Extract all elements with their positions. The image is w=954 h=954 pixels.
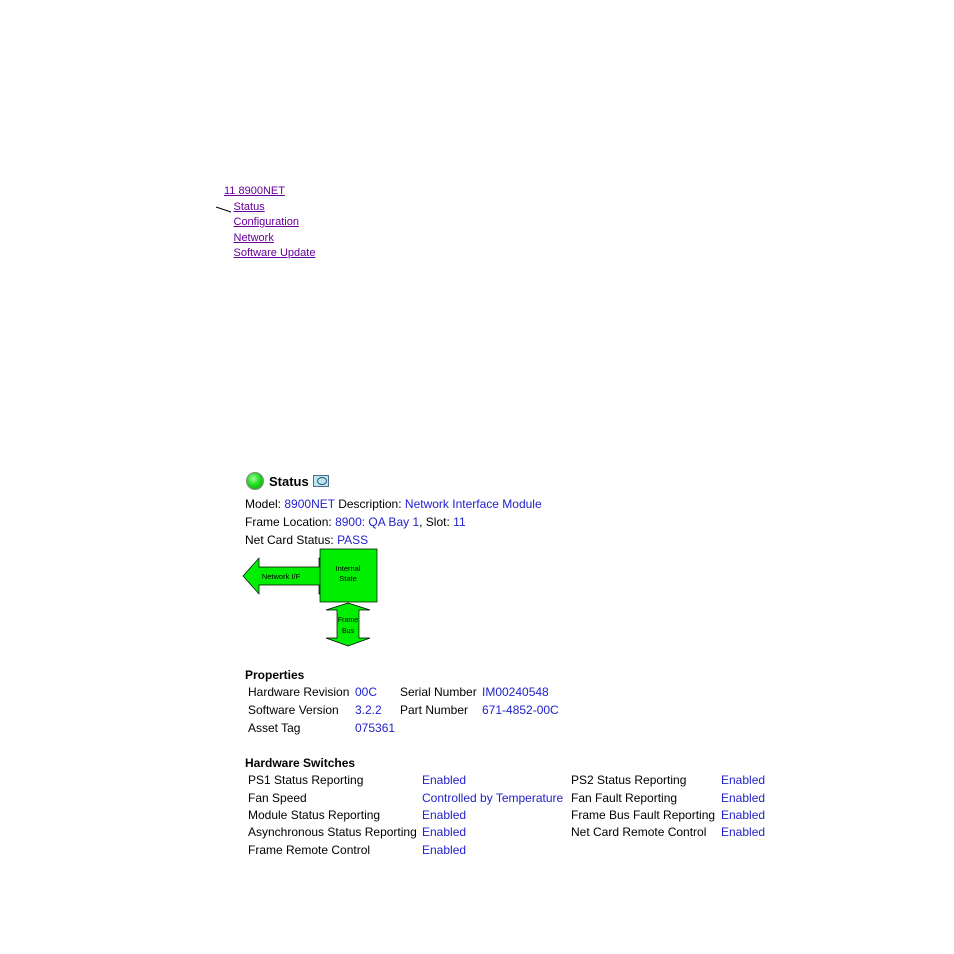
model-value: 8900NET [284, 497, 335, 511]
software-version-value: 3.2.2 [355, 703, 382, 717]
slot-label: , Slot: [419, 515, 450, 529]
network-if-label: Network I/F [261, 572, 301, 581]
switch-label: Module Status Reporting [248, 808, 381, 822]
switch-value: Enabled [721, 773, 766, 787]
frame-bus-label-2: Bus [341, 628, 355, 635]
description-label: Description: [338, 497, 402, 511]
switch-label: Frame Remote Control [248, 843, 371, 857]
status-diagram [242, 548, 382, 650]
description-value: Network Interface Module [404, 497, 542, 511]
switch-value: Enabled [422, 773, 467, 787]
frame-location-value: 8900: QA Bay 1 [335, 515, 420, 529]
part-number-value: 671-4852-00C [482, 703, 559, 717]
hardware-revision-value: 00C [355, 685, 378, 699]
frame-location-label: Frame Location: [245, 515, 332, 529]
status-title: Status [269, 473, 309, 489]
internal-state-label-2: State [339, 574, 357, 583]
nav-link-configuration[interactable]: Configuration [233, 216, 299, 229]
status-led-icon [246, 472, 264, 490]
model-row [245, 497, 542, 511]
switch-value: Enabled [721, 808, 766, 822]
net-card-status-value: PASS [337, 533, 369, 547]
switch-label: Fan Fault Reporting [571, 791, 678, 805]
nav-tree [224, 184, 315, 262]
status-panel [245, 470, 329, 492]
nav-link-module[interactable]: 11 8900NET [224, 185, 285, 197]
nav-link-software-update[interactable]: Software Update [233, 247, 316, 260]
properties-title: Properties [245, 668, 305, 682]
hardware-switches-title: Hardware Switches [245, 756, 356, 770]
asset-tag-label: Asset Tag [248, 721, 301, 735]
serial-number-label: Serial Number [400, 685, 477, 699]
switch-label: Fan Speed [248, 791, 307, 805]
switch-value: Controlled by Temperature [422, 791, 564, 805]
switch-label: Frame Bus Fault Reporting [571, 808, 716, 822]
frame-bus-arrow[interactable] [326, 603, 370, 646]
switch-label: PS1 Status Reporting [248, 773, 364, 787]
frame-bus-label-1: Frame [337, 617, 359, 624]
asset-tag-value: 075361 [355, 721, 396, 735]
switch-value: Enabled [721, 825, 766, 839]
switch-label: Net Card Remote Control [571, 825, 707, 839]
switch-value: Enabled [422, 843, 467, 857]
switch-label: PS2 Status Reporting [571, 773, 687, 787]
switch-value: Enabled [422, 808, 467, 822]
refresh-icon[interactable] [313, 475, 329, 487]
internal-state-label-1: Internal [335, 564, 361, 573]
switch-value: Enabled [721, 791, 766, 805]
nav-link-status[interactable]: Status [233, 200, 265, 213]
part-number-label: Part Number [400, 703, 469, 717]
software-version-label: Software Version [248, 703, 339, 717]
status-header [245, 470, 329, 492]
slot-value: 11 [453, 515, 466, 529]
model-label: Model: [245, 497, 282, 511]
frame-location-row [245, 515, 466, 529]
net-card-status-row [245, 533, 368, 547]
switch-value: Enabled [422, 825, 467, 839]
net-card-status-label: Net Card Status: [245, 533, 334, 547]
hardware-revision-label: Hardware Revision [248, 685, 350, 699]
serial-number-value: IM00240548 [482, 685, 549, 699]
nav-link-network[interactable]: Network [233, 231, 274, 244]
switch-label: Asynchronous Status Reporting [248, 825, 417, 839]
